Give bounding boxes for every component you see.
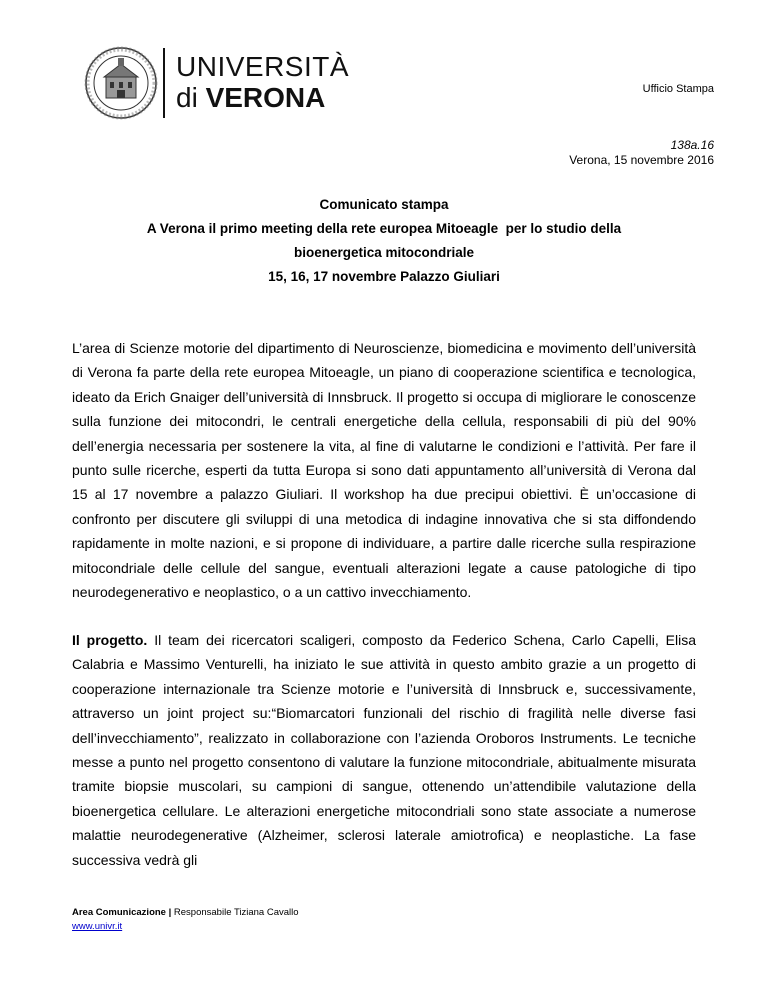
footer-contact bbox=[72, 906, 299, 920]
footer bbox=[72, 906, 299, 934]
headline-line-2: bioenergetica mitocondriale bbox=[293, 245, 475, 260]
document-date: Verona, 15 novembre 2016 bbox=[569, 153, 714, 167]
footer-responsible: Responsabile Tiziana Cavallo bbox=[173, 907, 299, 918]
document-kind: Comunicato stampa bbox=[319, 197, 449, 212]
university-logo bbox=[176, 51, 349, 113]
logo-line2-prefix: di bbox=[176, 82, 206, 113]
logo-line2-bold: VERONA bbox=[205, 82, 326, 113]
paragraph-project bbox=[72, 628, 696, 872]
university-seal-icon bbox=[84, 46, 158, 120]
document-number: 138a.16 bbox=[670, 138, 714, 152]
title-block bbox=[0, 193, 768, 289]
footer-area: Area Comunicazione bbox=[72, 907, 166, 918]
footer-separator: | bbox=[165, 907, 174, 918]
event-dates-venue: 15, 16, 17 novembre Palazzo Giuliari bbox=[268, 269, 500, 284]
headline-line-1: A Verona il primo meeting della rete europea Mitoeagle per lo studio della bbox=[146, 221, 622, 236]
paragraph-project-lead: Il progetto. bbox=[72, 632, 148, 648]
website-link[interactable]: www.univr.it bbox=[72, 921, 123, 932]
office-label: Ufficio Stampa bbox=[642, 83, 714, 95]
logo-line1: UNIVERSITÀ bbox=[176, 51, 350, 82]
paragraph-project-text: Il team dei ricercatori scaligeri, composto da Federico Schena, Carlo Capelli, Elisa Calabria e Massimo Venturelli, ha iniziato le sue attività in questo ambito grazie a un progetto di cooperazione internazionale tra Scienze motorie e l’università di Innsbruck e, successivamente, attraverso un joint project su:“Biomarcatori funzionali del rischio di fragilità nelle diverse fasi dell’invecchiamento”, realizzato in collaborazione con l’azienda Oroboros Instruments. Le tecniche messe a punto nel progetto consentono di valutare la funzione mitocondriale, abitualmente misurata tramite biopsie muscolari, su campioni di sangue, ottenendo un’attendibile valutazione della bioenergetica cellulare. Le alterazioni energetiche mitocondriali sono state associate a numerose malattie neurodegenerative (Alzheimer, sclerosi laterale amiotrofica) e neoplastiche. La fase successiva vedrà gli bbox=[72, 632, 697, 868]
paragraph-intro: L’area di Scienze motorie del dipartimento di Neuroscienze, biomedicina e movimento dell’università di Verona fa parte della rete europea Mitoeagle, un piano di cooperazione scientifica e tecnologica, ideato da Erich Gnaiger dell’università di Innsbruck. Il progetto si occupa di migliorare le conoscenze sulla funzione dei mitocondri, le centrali energetiche della cellula, responsabili di più del 90% dell’energia necessaria per sostenere la vita, al fine di valutarne le condizioni e l’attività. Per fare il punto sulle ricerche, esperti da tutta Europa si sono dati appuntamento all’università di Verona dal 15 al 17 novembre a palazzo Giuliari. Il workshop ha due precipui obiettivi. È un’occasione di confronto per discutere gli sviluppi di una metodica di indagine innovativa che si sta diffondendo rapidamente in molte nazioni, e si propone di individuare, a partire dalle ricerche sulla respirazione mitocondriale delle cellule del sangue, eventuali alterazioni legate a cause patologiche di tipo neurodegenerativo e neoplastico, o a un cattivo invecchiamento. bbox=[72, 340, 696, 601]
logo-divider bbox=[163, 48, 165, 118]
logo-line2 bbox=[176, 82, 349, 113]
